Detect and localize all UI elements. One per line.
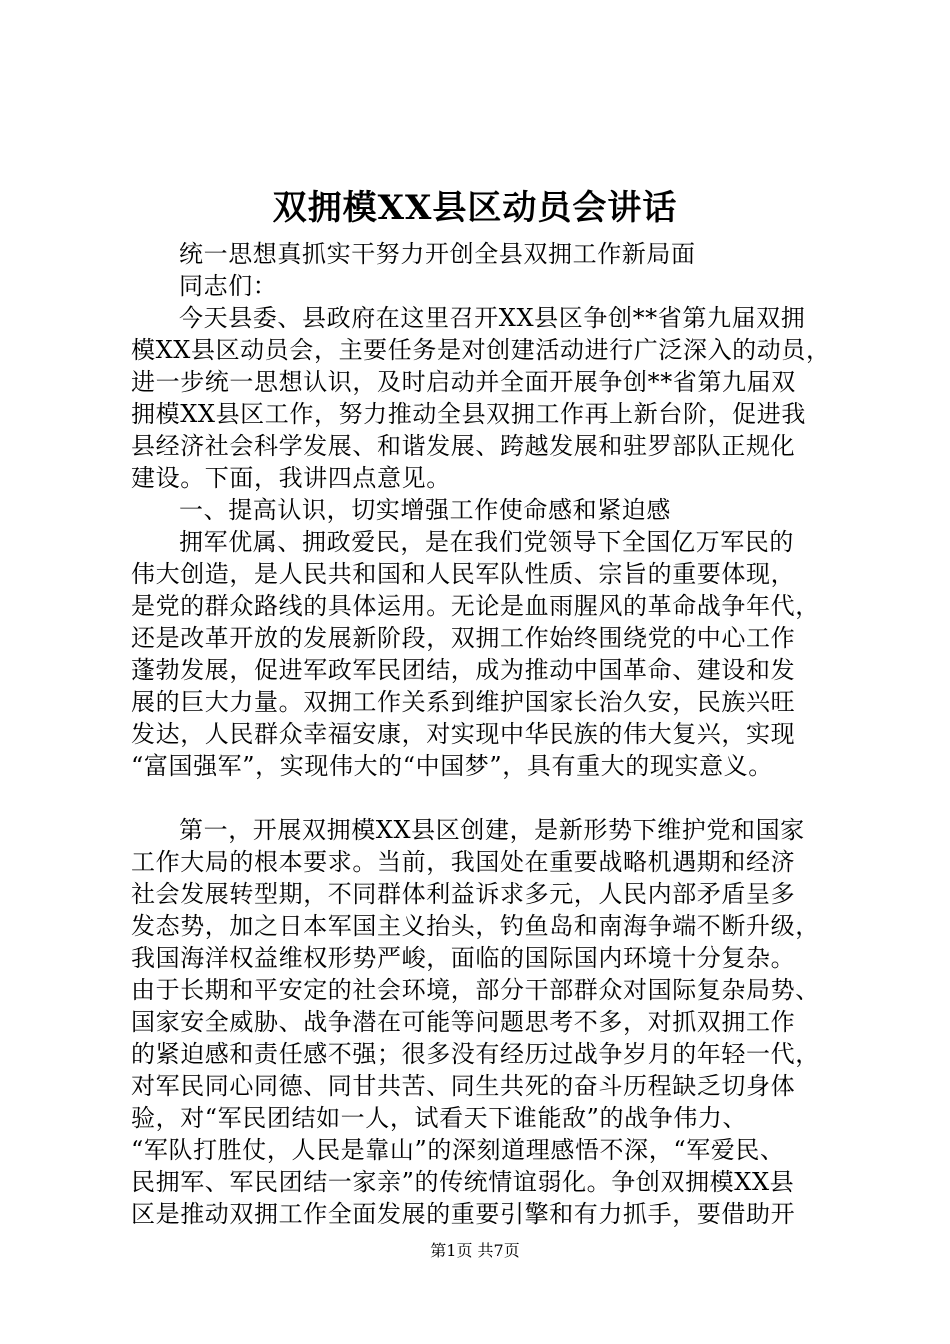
paragraph-2 (131, 526, 831, 782)
page-footer: 第1页 共7页 (430, 1241, 520, 1260)
paragraph-line: 对军民同心同德、同甘共苦、同生共死的奋斗历程缺乏切身体 (131, 1072, 796, 1100)
paragraph-spacer (131, 782, 831, 814)
paragraph-line: 蓬勃发展，促进军政军民团结，成为推动中国革命、建设和发 (131, 656, 796, 684)
paragraph-line: 由于长期和平安定的社会环境，部分干部群众对国际复杂局势、 (131, 976, 820, 1004)
paragraph-line: 区是推动双拥工作全面发展的重要引擎和有力抓手，要借助开 (131, 1200, 796, 1228)
paragraph-line: 伟大创造，是人民共和国和人民军队性质、宗旨的重要体现， (131, 560, 796, 588)
document-title: 双拥模XX县区动员会讲话 (272, 188, 678, 228)
paragraph-line: 拥模XX县区工作，努力推动全县双拥工作再上新台阶，促进我 (131, 400, 806, 428)
paragraph-line: “富国强军”，实现伟大的“中国梦”，具有重大的现实意义。 (131, 752, 773, 780)
paragraph-1 (131, 302, 831, 494)
paragraph-line: 发态势，加之日本军国主义抬头，钓鱼岛和南海争端不断升级， (131, 912, 820, 940)
paragraph-line: 验，对“军民团结如一人，试看天下谁能敌”的战争伟力、 (131, 1104, 748, 1132)
paragraph-line: 国家安全威胁、战争潜在可能等问题思考不多，对抓双拥工作 (131, 1008, 796, 1036)
paragraph-line: 是党的群众路线的具体运用。无论是血雨腥风的革命战争年代， (131, 592, 820, 620)
paragraph-line: 拥军优属、拥政爱民，是在我们党领导下全国亿万军民的 (179, 528, 794, 556)
section-heading-1 (131, 494, 831, 526)
paragraph-line: 进一步统一思想认识，及时启动并全面开展争创**省第九届双 (131, 368, 796, 396)
paragraph-line: 还是改革开放的发展新阶段，双拥工作始终围绕党的中心工作 (131, 624, 796, 652)
paragraph-line: 今天县委、县政府在这里召开XX县区争创**省第九届双拥 (179, 304, 806, 332)
paragraph-3 (131, 814, 831, 1230)
paragraph-line: 社会发展转型期，不同群体利益诉求多元，人民内部矛盾呈多 (131, 880, 796, 908)
paragraph-line: 第一，开展双拥模XX县区创建，是新形势下维护党和国家 (179, 816, 805, 844)
paragraph-line: 发达，人民群众幸福安康，对实现中华民族的伟大复兴，实现 (131, 720, 796, 748)
paragraph-line: 展的巨大力量。双拥工作关系到维护国家长治久安，民族兴旺 (131, 688, 796, 716)
subtitle: 统一思想真抓实干努力开创全县双拥工作新局面 (179, 240, 696, 268)
paragraph-line: 建设。下面，我讲四点意见。 (131, 464, 451, 492)
document-body (131, 238, 831, 1230)
paragraph-line: 工作大局的根本要求。当前，我国处在重要战略机遇期和经济 (131, 848, 796, 876)
paragraph-line: 县经济社会科学发展、和谐发展、跨越发展和驻罗部队正规化 (131, 432, 796, 460)
paragraph-line: 的紧迫感和责任感不强；很多没有经历过战争岁月的年轻一代， (131, 1040, 820, 1068)
paragraph-line: 模XX县区动员会，主要任务是对创建活动进行广泛深入的动员， (131, 336, 831, 364)
paragraph-line: “军队打胜仗，人民是靠山”的深刻道理感悟不深，“军爱民、 (131, 1136, 785, 1164)
section-heading: 一、提高认识，切实增强工作使命感和紧迫感 (179, 496, 671, 524)
paragraph-line: 我国海洋权益维权形势严峻，面临的国际国内环境十分复杂。 (131, 944, 796, 972)
salutation: 同志们： (179, 272, 278, 300)
paragraph-line: 民拥军、军民团结一家亲”的传统情谊弱化。争创双拥模XX县 (131, 1168, 795, 1196)
